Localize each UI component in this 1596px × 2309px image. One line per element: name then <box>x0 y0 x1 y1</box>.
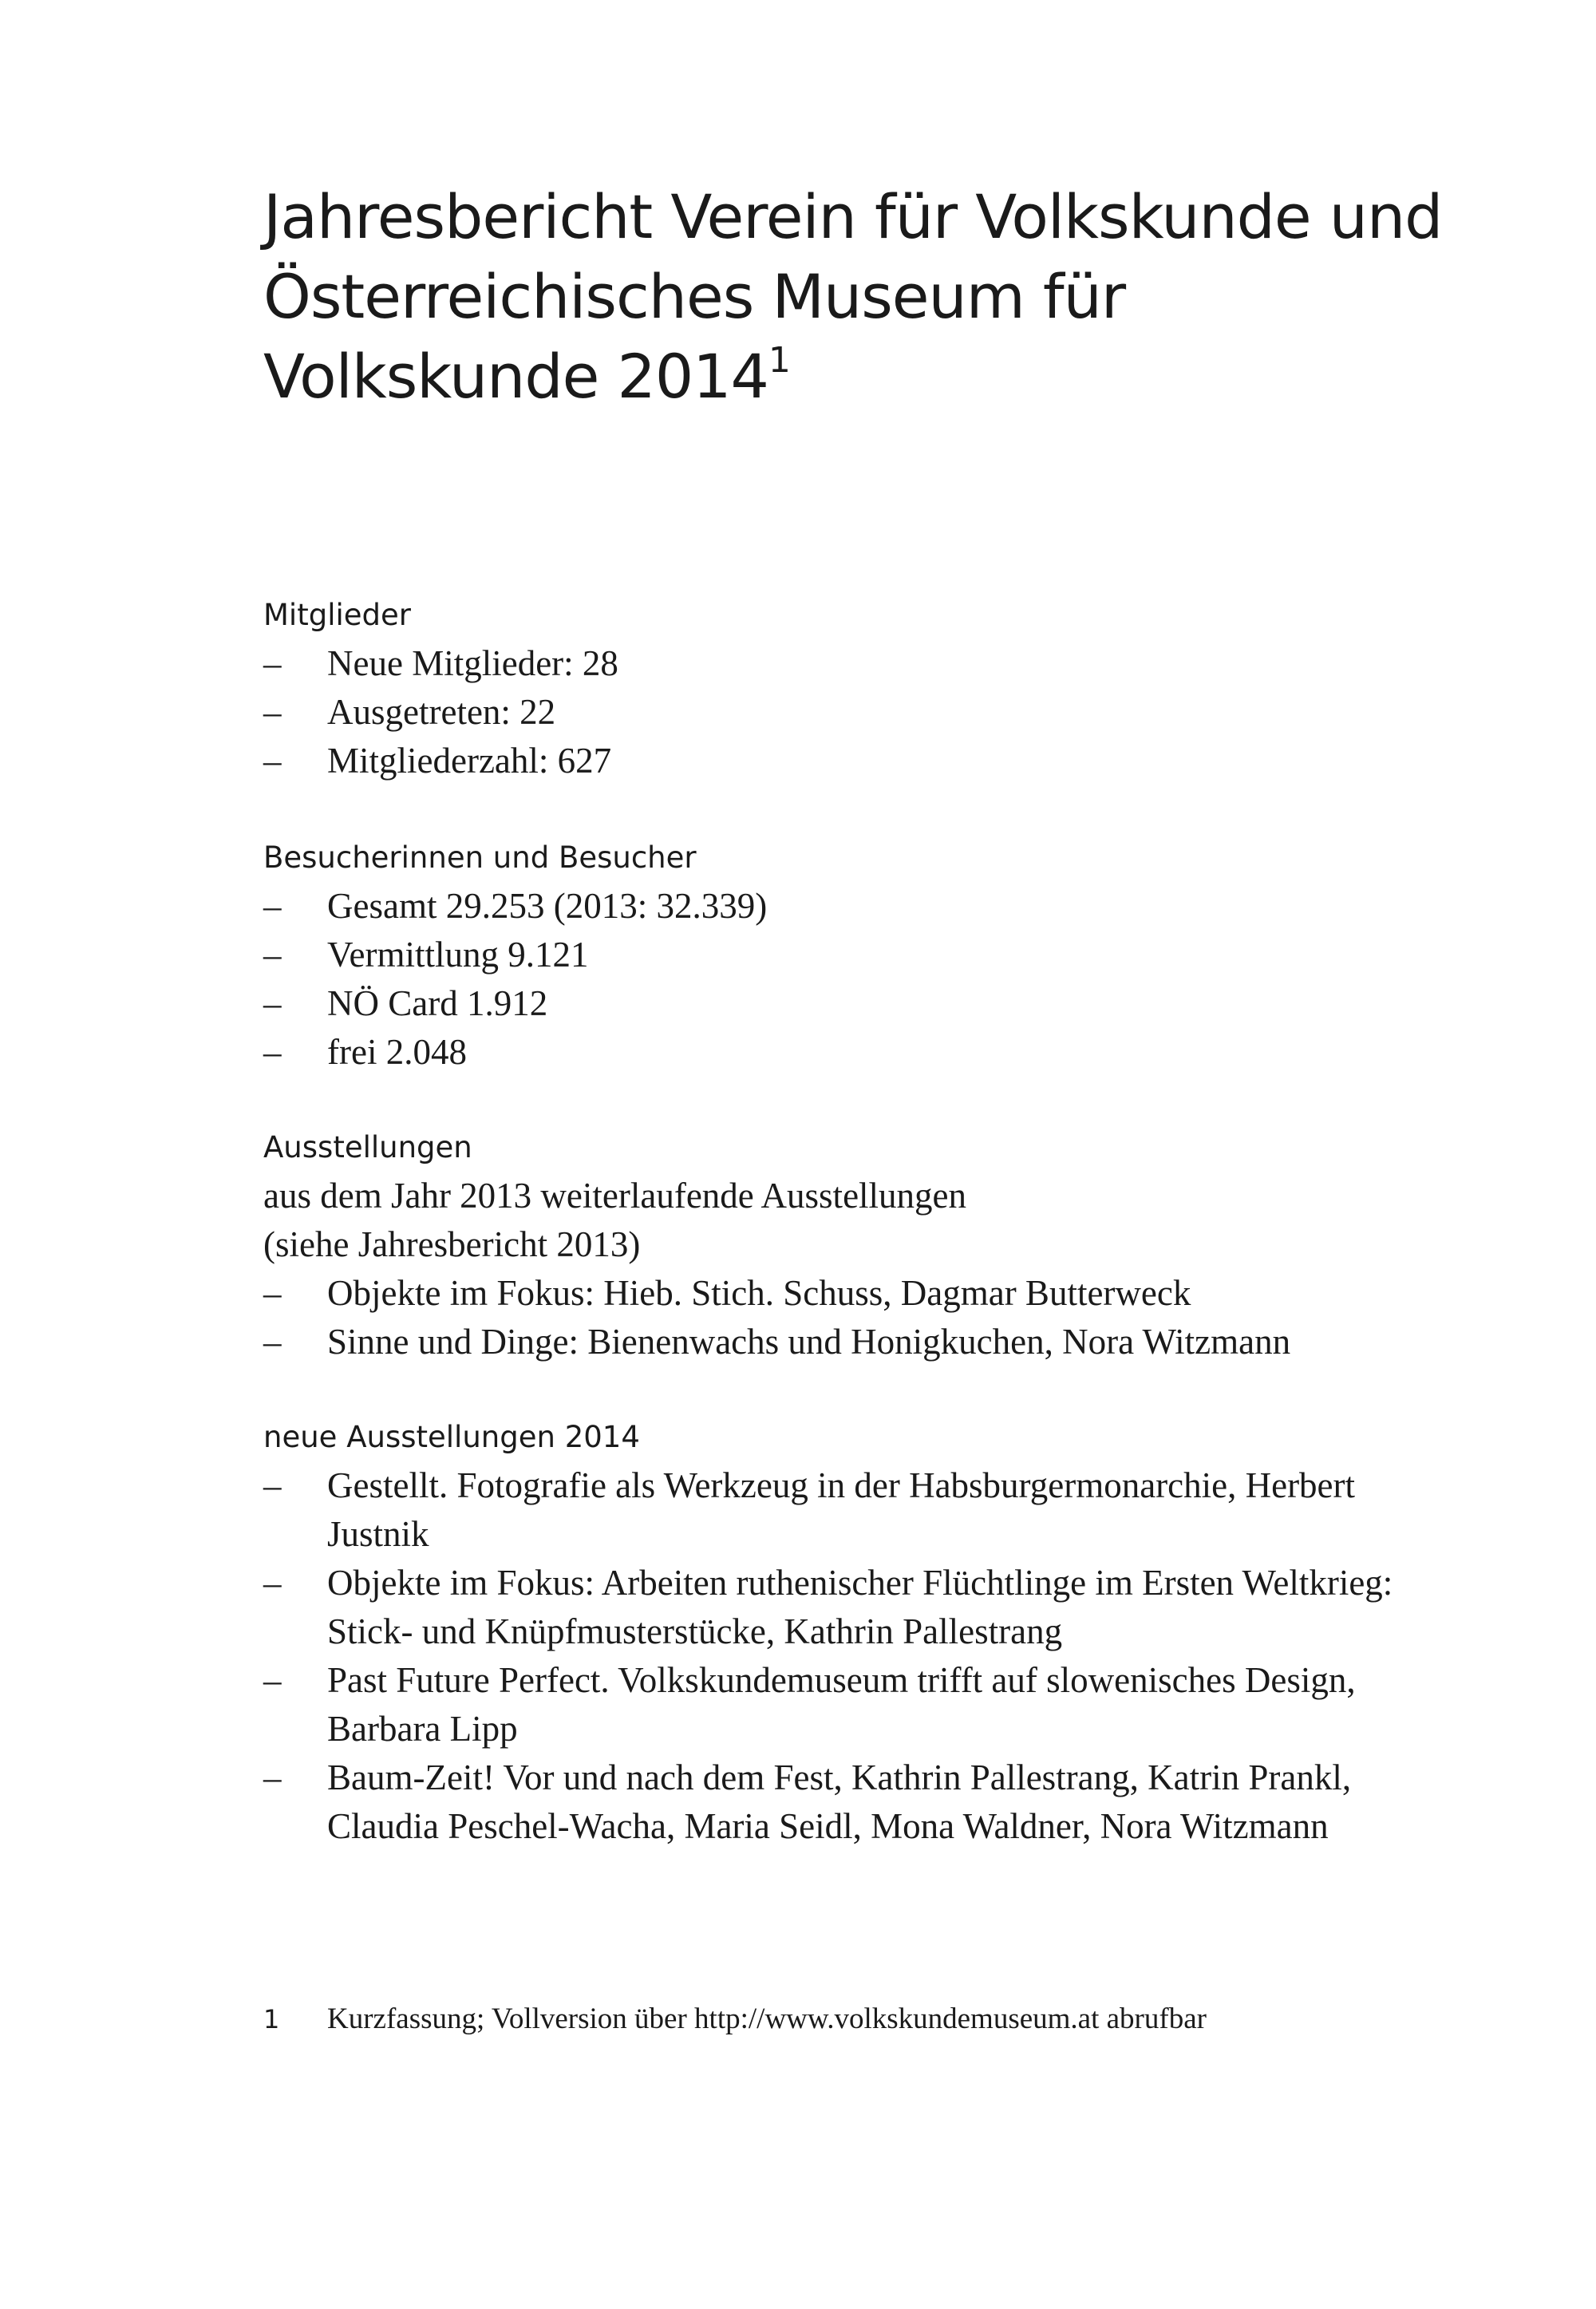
list-item-text: Vermittlung 9.121 <box>327 935 589 975</box>
list-item-text: frei 2.048 <box>327 1032 467 1072</box>
section-heading: Ausstellungen <box>263 1130 472 1164</box>
list-item-text: NÖ Card 1.912 <box>327 983 548 1023</box>
list-item-text: Past Future Perfect. Volkskundemuseum trifft auf slowenisches Design, Barbara Lipp <box>327 1660 1356 1749</box>
section-ausstellungen <box>263 1123 1460 1366</box>
list <box>263 1461 1396 1851</box>
list-item-text: Baum-Zeit! Vor und nach dem Fest, Kathrin Pallestrang, Katrin Prankl, Claudia Peschel-Wacha, Maria Seidl, Mona Waldner, Nora Witzmann <box>327 1757 1352 1846</box>
dash-bullet: – <box>263 983 282 1023</box>
list-item-text: Gestellt. Fotografie als Werkzeug in der Habsburgermonarchie, Herbert Justnik <box>327 1465 1356 1554</box>
section-heading: Mitglieder <box>263 598 411 632</box>
list <box>263 882 1460 1077</box>
footnote-number: 1 <box>263 2004 280 2034</box>
title-text: Jahresbericht Verein für Volkskunde und Österreichisches Museum für Volkskunde 2014 <box>263 181 1443 412</box>
section-besucher <box>263 833 1460 1077</box>
list-item-text: Ausgetreten: 22 <box>327 692 556 732</box>
list-item <box>263 882 1460 931</box>
footnote-text: Kurzfassung; Vollversion über http://www.volkskundemuseum.at abrufbar <box>327 2003 1207 2035</box>
list-item <box>263 737 1460 785</box>
list-item <box>263 1753 1396 1851</box>
dash-bullet: – <box>263 935 282 975</box>
intro-text: aus dem Jahr 2013 weiterlaufende Ausstellungen <box>263 1176 967 1216</box>
list-item <box>263 1559 1396 1656</box>
list-item <box>263 688 1460 737</box>
list-item-text: Objekte im Fokus: Arbeiten ruthenischer Flüchtlinge im Ersten Weltkrieg: Stick- und Knüpfmusterstücke, Kathrin Pallestrang <box>327 1563 1393 1651</box>
dash-bullet: – <box>263 741 282 781</box>
list-item-text: Objekte im Fokus: Hieb. Stich. Schuss, Dagmar Butterweck <box>327 1273 1191 1313</box>
list-item <box>263 1656 1396 1753</box>
list-item-text: Gesamt 29.253 (2013: 32.339) <box>327 886 768 926</box>
dash-bullet: – <box>263 1757 282 1797</box>
section-heading: neue Ausstellungen 2014 <box>263 1420 640 1454</box>
list-item <box>263 1461 1396 1559</box>
section-neue-ausstellungen <box>263 1413 1396 1851</box>
dash-bullet: – <box>263 1563 282 1603</box>
list-item <box>263 1318 1460 1366</box>
dash-bullet: – <box>263 1273 282 1313</box>
list-item-text: Mitgliederzahl: 627 <box>327 741 612 781</box>
footnote-ref: 1 <box>768 340 790 381</box>
list-item <box>263 979 1460 1028</box>
list-item <box>263 1028 1460 1077</box>
list <box>263 1269 1460 1366</box>
page-title <box>263 177 1460 417</box>
intro-text: (siehe Jahresbericht 2013) <box>263 1224 641 1264</box>
list-item-text: Neue Mitglieder: 28 <box>327 643 618 683</box>
footnote <box>263 1999 1207 2039</box>
dash-bullet: – <box>263 1660 282 1700</box>
list-item <box>263 931 1460 979</box>
dash-bullet: – <box>263 643 282 683</box>
list-item <box>263 1269 1460 1318</box>
dash-bullet: – <box>263 1465 282 1505</box>
dash-bullet: – <box>263 692 282 732</box>
list-item <box>263 639 1460 688</box>
section-heading: Besucherinnen und Besucher <box>263 840 697 875</box>
dash-bullet: – <box>263 886 282 926</box>
list <box>263 639 1460 785</box>
dash-bullet: – <box>263 1322 282 1362</box>
dash-bullet: – <box>263 1032 282 1072</box>
section-mitglieder <box>263 591 1460 785</box>
list-item-text: Sinne und Dinge: Bienenwachs und Honigkuchen, Nora Witzmann <box>327 1322 1291 1362</box>
